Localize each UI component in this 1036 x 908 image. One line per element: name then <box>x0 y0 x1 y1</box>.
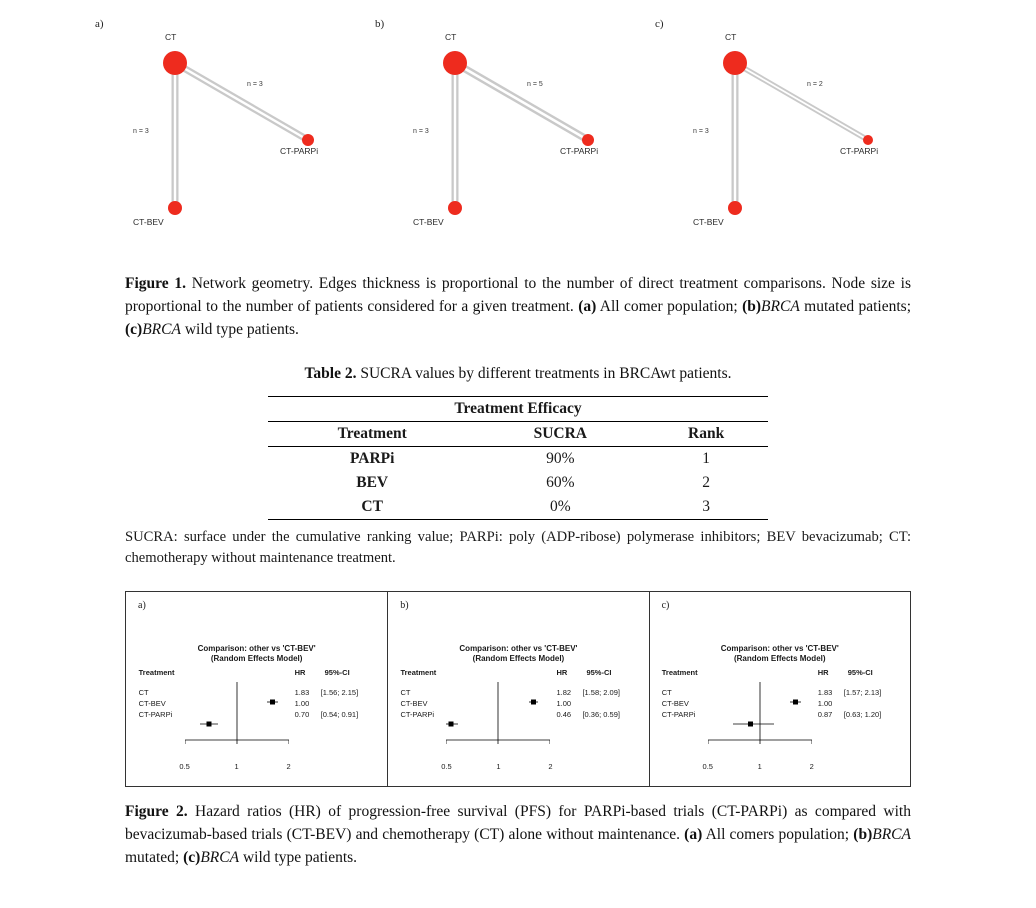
paper-page <box>0 18 1036 908</box>
forest-marker-ct-parpi <box>446 722 458 727</box>
edge-label-ct-ctparpi: n = 2 <box>807 81 823 88</box>
panel-letter-b: b) <box>375 18 385 30</box>
figure-2-caption-a-label: (a) <box>684 826 703 844</box>
edge-label-ct-ctbev: n = 3 <box>693 128 709 135</box>
table-group-header-row <box>268 397 768 422</box>
figure-2-caption-b-label: (b) <box>853 826 873 844</box>
forest-panel-letter-c: c) <box>661 600 670 612</box>
forest-title-line2: (Random Effects Model) <box>472 654 565 664</box>
table-row <box>268 447 768 472</box>
forest-panel-letter-b: b) <box>400 600 409 612</box>
forest-row-ci: [1.56; 2.15] <box>320 688 359 698</box>
table-2-footnote: SUCRA: surface under the cumulative ranking value; PARPi: poly (ADP-ribose) polymerase inhibitors; BEV bevacizumab; CT: chemotherapy without maintenance treatment. <box>125 529 911 567</box>
forest-tick-0: 0.5 <box>179 762 190 772</box>
forest-row-name: CT <box>661 688 672 698</box>
node-ct-bev <box>168 201 182 215</box>
forest-title-line1: Comparison: other vs 'CT-BEV' <box>720 644 839 654</box>
figure-1-caption-label: Figure 1. <box>125 275 186 292</box>
node-label-ct-bev: CT-BEV <box>413 217 444 227</box>
forest-row-hr: 1.00 <box>556 699 572 709</box>
forest-panel-letter-a: a) <box>138 600 146 612</box>
forest-marker-ct <box>529 700 538 705</box>
forest-tick-2: 2 <box>809 762 814 772</box>
forest-row-name: CT-BEV <box>138 699 166 709</box>
edge-label-ct-ctparpi: n = 5 <box>527 81 543 88</box>
forest-head-hr: HR <box>294 668 306 678</box>
network-panel-c <box>655 18 945 248</box>
figure-1-caption-b-italic: BRCA <box>761 297 800 315</box>
column-header-treatment: Treatment <box>268 422 476 447</box>
figure-1-caption-c-text: wild type patients. <box>180 320 299 338</box>
table-2-caption-label: Table 2. <box>304 365 357 383</box>
forest-head-ci: 95%-CI <box>847 668 873 678</box>
figure-2-caption-a-text: All comers population; <box>702 826 854 844</box>
figure-2-caption-c-text: wild type patients. <box>239 849 358 866</box>
forest-row-ci: [1.57; 2.13] <box>843 688 882 698</box>
node-label-ct-bev: CT-BEV <box>693 217 724 227</box>
forest-plot-c <box>708 682 812 760</box>
figure-2-caption-label: Figure 2. <box>125 803 188 821</box>
forest-marker-ct <box>790 700 801 705</box>
figure-1-caption-text: Network geometry. Edges thickness is proportional to the number of direct treatment comparisons. Node size is proportional to the number of patients considered for a given treatment. <box>125 275 911 315</box>
edge-label-ct-ctbev: n = 3 <box>413 128 429 135</box>
forest-title-line2: (Random Effects Model) <box>210 654 303 664</box>
cell-treatment: BEV <box>356 474 389 492</box>
forest-head-hr: HR <box>817 668 829 678</box>
figure-1-caption-b-label: (b) <box>742 297 762 315</box>
forest-row-name: CT-BEV <box>400 699 428 709</box>
figure-1-caption-a-label: (a) <box>578 297 597 315</box>
node-ct-parpi <box>863 135 873 145</box>
forest-panel-b <box>387 592 648 786</box>
table-row <box>268 471 768 495</box>
table-header-row <box>268 422 768 447</box>
figure-1-caption <box>125 273 911 341</box>
forest-tick-1: 1 <box>234 762 239 772</box>
figure-1-caption-c-italic: BRCA <box>142 320 181 338</box>
network-panel-b <box>375 18 665 248</box>
figure-2-forest-plots <box>125 591 911 787</box>
node-ct-parpi <box>582 134 594 146</box>
forest-row-hr: 1.00 <box>817 699 833 709</box>
forest-row-hr: 0.46 <box>556 710 572 720</box>
forest-title-a <box>139 644 375 664</box>
node-label-ct: CT <box>445 32 457 42</box>
forest-row-hr: 0.87 <box>817 710 833 720</box>
forest-marker-ct-parpi <box>200 722 218 727</box>
cell-treatment: CT <box>268 495 476 520</box>
figure-2-caption-b-text: mutated; <box>125 849 184 866</box>
node-ct <box>163 51 187 75</box>
forest-row-hr: 1.83 <box>817 688 833 698</box>
forest-title-b <box>400 644 636 664</box>
figure-2-caption-c-italic: BRCA <box>200 849 240 866</box>
cell-sucra: 60% <box>546 474 575 492</box>
forest-plot-b <box>446 682 550 760</box>
forest-marker-ct-parpi <box>733 722 774 727</box>
node-label-ct: CT <box>725 32 737 42</box>
node-label-ct-parpi: CT-PARPi <box>280 146 319 156</box>
forest-row-name: CT <box>138 688 149 698</box>
forest-marker-ct <box>267 700 278 705</box>
node-ct-bev <box>728 201 742 215</box>
node-label-ct-parpi: CT-PARPi <box>560 146 599 156</box>
forest-tick-0: 0.5 <box>441 762 452 772</box>
forest-panel-a <box>126 592 387 786</box>
figure-2-caption-c-label: (c) <box>183 849 201 866</box>
forest-row-name: CT-PARPi <box>138 710 173 720</box>
forest-tick-0: 0.5 <box>702 762 713 772</box>
node-ct <box>723 51 747 75</box>
forest-tick-2: 2 <box>286 762 291 772</box>
forest-row-name: CT-PARPi <box>661 710 696 720</box>
node-ct-bev <box>448 201 462 215</box>
forest-title-c <box>662 644 898 664</box>
cell-rank: 1 <box>702 450 711 468</box>
node-label-ct-parpi: CT-PARPi <box>840 146 879 156</box>
figure-1-caption-b-text: mutated patients; <box>799 297 912 315</box>
forest-panel-c <box>649 592 910 786</box>
figure-2-caption-b-italic: BRCA <box>872 826 911 844</box>
cell-rank: 2 <box>702 474 711 492</box>
node-ct-parpi <box>302 134 314 146</box>
forest-title-line1: Comparison: other vs 'CT-BEV' <box>197 644 316 654</box>
forest-head-hr: HR <box>556 668 568 678</box>
figure-1-caption-a-text: All comer population; <box>596 297 743 315</box>
panel-letter-a: a) <box>95 18 104 30</box>
cell-sucra: 0% <box>476 495 644 520</box>
forest-title-line1: Comparison: other vs 'CT-BEV' <box>459 644 578 654</box>
column-header-sucra: SUCRA <box>476 422 644 447</box>
forest-row-hr: 1.00 <box>294 699 310 709</box>
cell-sucra: 90% <box>546 450 575 468</box>
forest-tick-1: 1 <box>496 762 501 772</box>
forest-row-hr: 1.82 <box>556 688 572 698</box>
forest-row-ci: [0.54; 0.91] <box>320 710 359 720</box>
cell-rank: 3 <box>644 495 768 520</box>
forest-head-ci: 95%-CI <box>324 668 350 678</box>
forest-row-ci: [1.58; 2.09] <box>582 688 620 698</box>
figure-1-networks <box>95 18 911 263</box>
forest-title-line2: (Random Effects Model) <box>733 654 826 664</box>
forest-head-treatment: Treatment <box>400 668 437 678</box>
forest-row-name: CT-BEV <box>661 699 689 709</box>
forest-tick-2: 2 <box>548 762 553 772</box>
forest-row-ci: [0.36; 0.59] <box>582 710 620 720</box>
forest-head-ci: 95%-CI <box>586 668 612 678</box>
column-header-rank: Rank <box>644 422 768 447</box>
edge-label-ct-ctbev: n = 3 <box>133 128 149 135</box>
figure-2-caption-text: Hazard ratios (HR) of progression-free survival (PFS) for PARPi-based trials (CT-PARPi) as compared with bevacizumab-based trials (CT-BEV) and chemotherapy (CT) alone without maintenance. <box>125 803 911 844</box>
table-2-wrapper <box>125 396 911 520</box>
table-row <box>268 495 768 520</box>
forest-row-hr: 0.70 <box>294 710 310 720</box>
table-2-caption <box>125 363 911 386</box>
forest-plot-a <box>185 682 289 760</box>
cell-treatment: PARPi <box>349 450 395 468</box>
panel-letter-c: c) <box>655 18 664 30</box>
forest-row-name: CT-PARPi <box>400 710 435 720</box>
forest-row-name: CT <box>400 688 411 698</box>
edge-label-ct-ctparpi: n = 3 <box>247 81 263 88</box>
forest-row-ci: [0.63; 1.20] <box>843 710 882 720</box>
node-label-ct: CT <box>165 32 177 42</box>
group-header-treatment-efficacy: Treatment Efficacy <box>268 397 768 422</box>
sucra-table <box>268 396 768 520</box>
forest-head-treatment: Treatment <box>138 668 175 678</box>
figure-2-caption <box>125 801 911 869</box>
forest-tick-1: 1 <box>757 762 762 772</box>
forest-head-treatment: Treatment <box>661 668 698 678</box>
node-ct <box>443 51 467 75</box>
forest-row-hr: 1.83 <box>294 688 310 698</box>
node-label-ct-bev: CT-BEV <box>133 217 164 227</box>
figure-1-caption-c-label: (c) <box>125 320 143 338</box>
network-panel-a <box>95 18 385 248</box>
table-2-caption-text: SUCRA values by different treatments in BRCAwt patients. <box>356 365 732 383</box>
